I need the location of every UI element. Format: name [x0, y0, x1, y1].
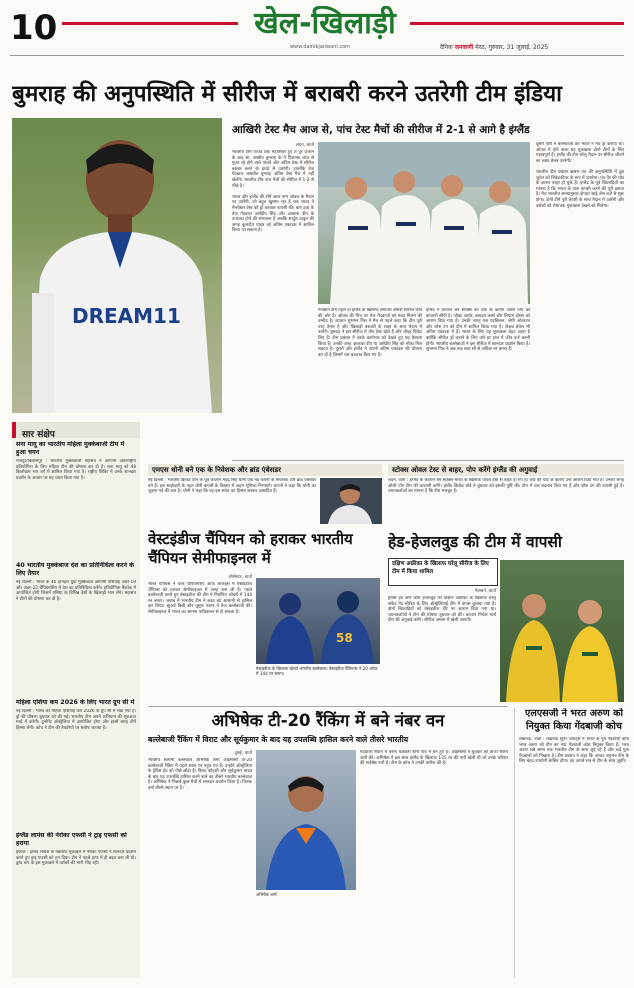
england-team-photo: [318, 142, 530, 304]
section-title-bar: [62, 22, 238, 25]
sidebar-item-headline: सना मायू का भारतीय महिला मुक्केबाजी टीम में हुआ चयन: [16, 441, 125, 456]
dhoni-headline-bar: [148, 464, 382, 476]
lead-col1: भारतीय टीम पांचवें टेस्ट महाशिवर हुए ते पुर ज़ाराने के बाद सा. जस्प्रीत बुमराह के ने फ़िटनस जांच से गुज़र रहे होने वाले पांचवें और अंतिम टेस्ट में सीरीज बराबर करने के इरादे से उतरेगी। हालांकि तेज गेंदबाज जसप्रीत बुमराह अंतिम टेस्ट मैच में नहीं खेलेंगे। भारतीय टीम पांच मैचों की सीरीज में 1-2 से पीछे है। भारत और इंग्लैंड की टीमें आज नाम ओवल के मैदान पर उतरेंगी, जो बहुत खुशमा रहा है जब भारत ने मैनचेस्टर टेस्ट को ड्रॉ कराकर वापसी की। बाएं हाथ के तेज गेंदबाज अर्शदीप सिंह और आकाश दीप के उपलब्ध होने की संभावना है जबकि शार्दुल ठाकुर की जगह कुलदीप यादव को अंतिम एकादश में शामिल किया जा सकता है।: [232, 150, 314, 234]
head-headline: हेड-हेजलवुड की टीम में वापसी: [388, 533, 562, 551]
lca-body: लखनऊ, वार्ता : लखनऊ सुपर जायंट्स ने भारत के पूर्व गेंदबाजी कोच भरत अरुण को टीम का नया गेंदबाजी कोच नियुक्त किया है। भरत अरुण लंबे समय तक भारतीय टीम के साथ जुड़े रहे हैं और कई युवा गेंदबाजों को निखारा है। टीम प्रबंधन ने कहा कि उनका अनुभव टीम के लिए बेहद उपयोगी साबित होगा। वह अगले सत्र से टीम के साथ जुड़ेंगे।: [519, 737, 629, 765]
dhoni-story: [148, 464, 382, 524]
website[interactable]: www.dainikjanwani.com: [289, 44, 351, 50]
svg-text:58: 58: [336, 631, 353, 645]
lca-headline: एलएसजी ने भरत अरुण को नियुक्त किया गेंदबाजी कोच: [525, 708, 623, 732]
abhishek-subheadline: बल्लेबाजी रैंकिंग में विराट और सूर्यकुमार के बाद यह उपलब्धि हासिल करने वाले तीसरे भारतीय: [148, 735, 409, 744]
lead-col2: मेजबान टीम पहले ही इंग्लैंड के खिलाफ लगातार तीसरी सीरीज जीत की ओर है। ओवल की पिच पर तेज गेंदबाजों को मदद मिलने की उम्मीद है। कप्तान शुभमन गिल ने मैच से पहले कहा कि टीम पूरी तरह तैयार है और खिलाड़ी बराबरी के लक्ष्य के साथ मैदान में उतरेंगे। बुमराह ने इस सीरीज में तीन टेस्ट खेले हैं और चौदह विकेट लिए हैं। टीम प्रबंधन ने उनके कार्यभार को देखते हुए यह फैसला किया है। उनकी जगह आकाश दीप या अर्शदीप सिंह को मौका मिल सकता है। दूसरी ओर इंग्लैंड ने अपनी अंतिम एकादश की घोषणा कर दी है जिसमें चार बदलाव किए गए हैं।: [318, 308, 422, 358]
abhishek-body: भारतीय सलामी बल्लेबाज अभिषेक शर्मा आईसीसी टी-20 बल्लेबाजी रैंकिंग में पहले स्थान पर पहुंच गए हैं। उन्होंने ऑस्ट्रेलिया के ट्रेविस हेड को पीछे छोड़ा है। विराट कोहली और सूर्यकुमार यादव के बाद यह उपलब्धि हासिल करने वाले वह तीसरे भारतीय बल्लेबाज हैं। अभिषेक ने पिछले कुछ मैचों में शानदार प्रदर्शन किया है। तिलक वर्मा तीसरे स्थान पर हैं।: [148, 758, 252, 791]
paper-prefix: दैनिक: [440, 44, 453, 51]
sidebar-item: [12, 438, 140, 559]
head-boxed-kicker: [388, 558, 498, 586]
sidebar-item-body: नई दिल्ली : भारत के 40 होनहार युवा मुक्केबाज आगामी एशियाई अंडर-19 और अंडर-22 चैंपियनशिप में देश का प्रतिनिधित्व करेंगे। प्रतियोगिता बैंकॉक में आयोजित होगी जिसमें एशिया के विभिन्न देशों के खिलाड़ी भाग लेंगे। महासंघ ने टीमों की घोषणा कर दी है।: [16, 580, 136, 602]
page-number: 10: [10, 8, 58, 48]
lca-story: [514, 708, 629, 978]
sidebar-item-body: नई दिल्ली : भारत को महिला एशियाई कप 2026 के ग्रुप सी में रखा गया है। ड्रॉ की घोषणा बुधवार को की गई। भारतीय टीम अपने अभियान की शुरुआत मार्च में करेगी। टूर्नामेंट ऑस्ट्रेलिया में आयोजित होगा और इसमें बारह टीमें हिस्सा लेंगी। कोच ने टीम की तैयारियों पर संतोष जताया है।: [16, 709, 136, 731]
wi-headline: वेस्टइंडीज चैंपियन को हराकर भारतीय चैंपियन सेमीफाइनल में: [148, 530, 353, 567]
sidebar: [12, 422, 140, 978]
paper-brand: [440, 43, 630, 51]
wi-byline: लीसेस्टर, वार्ता: [228, 575, 252, 580]
head-boxed-text: दक्षिण अफ्रीका के खिलाफ घरेलू सीरीज के लिए टीम में किया शामिल: [392, 561, 489, 575]
sidebar-item-headline: महिला एशिया कप 2026 के लिए भारत ग्रुप सी में: [16, 699, 135, 706]
sidebar-item-body: राजपुर/बिलासपुर : भारतीय मुक्केबाजी महासंघ ने आगामी अंतरराष्ट्रीय प्रतियोगिता के लिए महिला टीम की घोषणा कर दी है। सना मायू को 48 किलोग्राम भार वर्ग में शामिल किया गया है। राष्ट्रीय शिविर में उनके शानदार प्रदर्शन के आधार पर यह चयन किया गया है।: [16, 459, 136, 481]
stokes-body: लंदन, वार्ता : इंग्लैंड के कप्तान बेन स्टोक्स भारत के खिलाफ पांचवें टेस्ट से बाहर हो गए हैं। कंधे की चोट के कारण उन्हें आराम दिया गया है। उनकी जगह ओली पोप टीम की कप्तानी करेंगे। इंग्लैंड क्रिकेट बोर्ड ने बुधवार को इसकी पुष्टि की। टीम में चार बदलाव किए गए हैं और जोश टंग की वापसी हुई है। चयनकर्ताओं का मानना है कि टीम मजबूत है।: [388, 478, 624, 495]
masthead: [0, 0, 634, 70]
lead-col4: दूसरी पारी में बल्लेबाज़ी कर भारत ने मैच ड्रॉ कराया था। ओवल में होने वाला यह मुकाबला दोनों टीमों के लिए महत्वपूर्ण है। इंग्लैंड की टीम घरेलू मैदान पर सीरीज जीतने का लक्ष्य लेकर उतरेगी। भारतीय टीम प्रबंधन ऋषभ पंत की अनुपस्थिति में ध्रुव जुरेल को विकेटकीपर के रूप में उतारेगा। पंत पैर की चोट के कारण बाहर हो चुके हैं। इंग्लैंड के पूर्व खिलाड़ियों का मानना है कि भारत के पास वापसी करने की पूरी क्षमता है। मैच भारतीय समयानुसार दोपहर साढ़े तीन बजे से शुरू होगा। दोनों टीमें पूरी तैयारी के साथ मैदान में उतरेंगी और दर्शकों को रोमांचक मुकाबला देखने को मिलेगा।: [536, 142, 624, 209]
lead-headline: बुमराह की अनुपस्थिति में सीरीज में बराबरी करने उतरेगी टीम इंडिया: [12, 81, 563, 107]
section-title-bar-right: [410, 22, 624, 25]
wi-body: भारत चैंपियंस ने वर्ल्ड चैंपियनशिप ऑफ लीजेंड्स में वेस्टइंडीज चैंपियंस को हराकर सेमीफाइनल में जगह बना ली है। पहले बल्लेबाजी करते हुए वेस्टइंडीज की टीम ने निर्धारित ओवरों में 144 रन बनाए। जवाब में भारतीय टीम ने लक्ष्य को आसानी से हासिल कर लिया। स्टुअर्ट बिन्नी और यूसुफ पठान ने तेज बल्लेबाजी की। सेमीफाइनल में भारत का सामना पाकिस्तान से हो सकता है।: [148, 582, 252, 615]
lead-subheadline: आखिरी टेस्ट मैच आज से, पांच टेस्ट मैचों की सीरीज में 2-1 से आगे है इंग्लैंड: [232, 124, 530, 136]
dhoni-headline: एमएस धोनी बने एक के निवेशक और ब्रांड एंबेसडर: [152, 466, 281, 474]
dateline: मेरठ, गुरुवार, 31 जुलाई, 2025: [475, 44, 549, 51]
lead-byline: लंदन, वार्ता: [295, 143, 314, 148]
sidebar-item: [12, 696, 140, 829]
abhishek-body2: गेंदबाजी रैंकिंग में वरुण चक्रवर्ती शीर्ष पांच में बने हुए हैं। आईसीसी ने बुधवार को ताजा रैंकिंग जारी की। अभिषेक ने इस साल इंग्लैंड के खिलाफ 135 रन की पारी खेली थी जो उनके करियर की सर्वश्रेष्ठ पारी है। टीम के कोच ने उनकी तारीफ की है।: [360, 750, 508, 767]
svg-text:DREAM11: DREAM11: [72, 304, 181, 328]
wi-photo: [256, 578, 380, 664]
section-title: खेल-खिलाड़ी: [254, 6, 396, 41]
lead-divider: [232, 460, 624, 461]
sidebar-header: [12, 422, 140, 438]
sidebar-item: [12, 829, 140, 950]
paper-name: जनवाणी: [454, 44, 474, 51]
stokes-headline-bar: [388, 464, 624, 476]
lead-col3: इंग्लैंड ने कप्तान बेन स्टोक्स की चोट के कारण ओली पोप को कप्तानी सौंपी है। जोफ्रा आर्चर, ब्रायडन कार्स और लियाम डॉसन को आराम दिया गया है। उनकी जगह गस एटकिंसन, जेमी ओवरटन और जोश टंग को टीम में शामिल किया गया है। जैकब बेथेल भी अंतिम एकादश में हैं। भारत के लिए यह मुकाबला बेहद अहम है क्योंकि सीरीज ड्रॉ कराने के लिए उसे हर हाल में जीत दर्ज करनी होगी। भारतीय बल्लेबाजों ने इस सीरीज में शानदार प्रदर्शन किया है। शुभमन गिल ने अब तक सात सौ से अधिक रन बनाए हैं।: [426, 308, 530, 353]
australia-players-figure: [500, 560, 624, 702]
abhishek-figure: [256, 750, 356, 890]
england-players-figure: [318, 142, 530, 304]
stokes-story: [388, 464, 624, 524]
dhoni-photo: [320, 478, 382, 524]
dhoni-figure: [320, 478, 382, 524]
sidebar-item-headline: 40 भारतीय मुक्केबाज देश का प्रतिनिधित्व करने के लिए तैयार: [16, 562, 134, 577]
stokes-headline: स्टोक्स ओवल टेस्ट से बाहर, पोप करेंगे इंग्लैंड की अगुवाई: [392, 466, 538, 474]
bumrah-photo: [12, 118, 222, 413]
dhoni-body: नई दिल्ली : भारतीय क्रिकेट टीम के पूर्व कप्तान महेंद्र सिंह धोनी एक नई कंपनी के निवेशक और ब्रांड एंबेसडर बने हैं। इस साझेदारी के तहत धोनी कंपनी के विस्तार में अहम भूमिका निभाएंगे। कंपनी ने कहा कि धोनी का जुड़ना गर्व की बात है। धोनी ने कहा कि वह इस सफर का हिस्सा बनकर उत्साहित हैं।: [148, 478, 316, 495]
sidebar-item-body: इंफाल : इंग्लैंड लायंस के खिलाफ मुकाबले में नेरोका एफसी ने शानदार प्रदर्शन करते हुए ट्राइ एफसी को हरा दिया। टीम ने पहले हाफ में ही बढ़त बना ली थी। डूरंड कप के इस मुकाबले में दर्शकों की भारी भीड़ रही।: [16, 850, 136, 867]
head-byline: मेलबर्न, वार्ता: [474, 589, 496, 594]
wi-caption: वेस्टइंडीज के खिलाफ खेलते भारतीय बल्लेबाज। वेस्टइंडीज चैंपियन्स ने 20 ओवर में 144 रन बनाए।: [256, 666, 378, 677]
sidebar-item: [12, 559, 140, 696]
abhishek-headline: अभिषेक टी-20 रैंकिंग में बने नंबर वन: [211, 711, 445, 730]
wi-players-figure: [256, 578, 380, 664]
head-body: ट्रेविस हेड और जोश हेजलवुड को दक्षिण अफ्रीका के खिलाफ घरेलू सफेद गेंद सीरीज के लिए ऑस्ट्रेलियाई टीम में वापस बुलाया गया है। दोनों खिलाड़ियों को वेस्टइंडीज दौरे पर आराम दिया गया था। चयनकर्ताओं ने टीम की घोषणा बुधवार को की। कप्तान मिचेल मार्श टीम की अगुवाई करेंगे। सीरीज अगस्त में खेली जाएगी।: [388, 596, 496, 624]
sidebar-item-headline: इंग्लैंड लायंस की नेरोका एफसी ने ट्राइ एफसी को हराया: [16, 832, 127, 847]
head-photo: [500, 560, 624, 702]
abhishek-rule: [148, 706, 508, 707]
bumrah-figure: [12, 118, 222, 413]
sidebar-title: सार संक्षेप: [22, 430, 55, 440]
abhishek-caption: अभिषेक शर्मा: [256, 892, 277, 897]
masthead-rule: [10, 55, 624, 56]
abhishek-photo: [256, 750, 356, 890]
abhishek-byline: दुबई, वार्ता: [234, 751, 252, 756]
